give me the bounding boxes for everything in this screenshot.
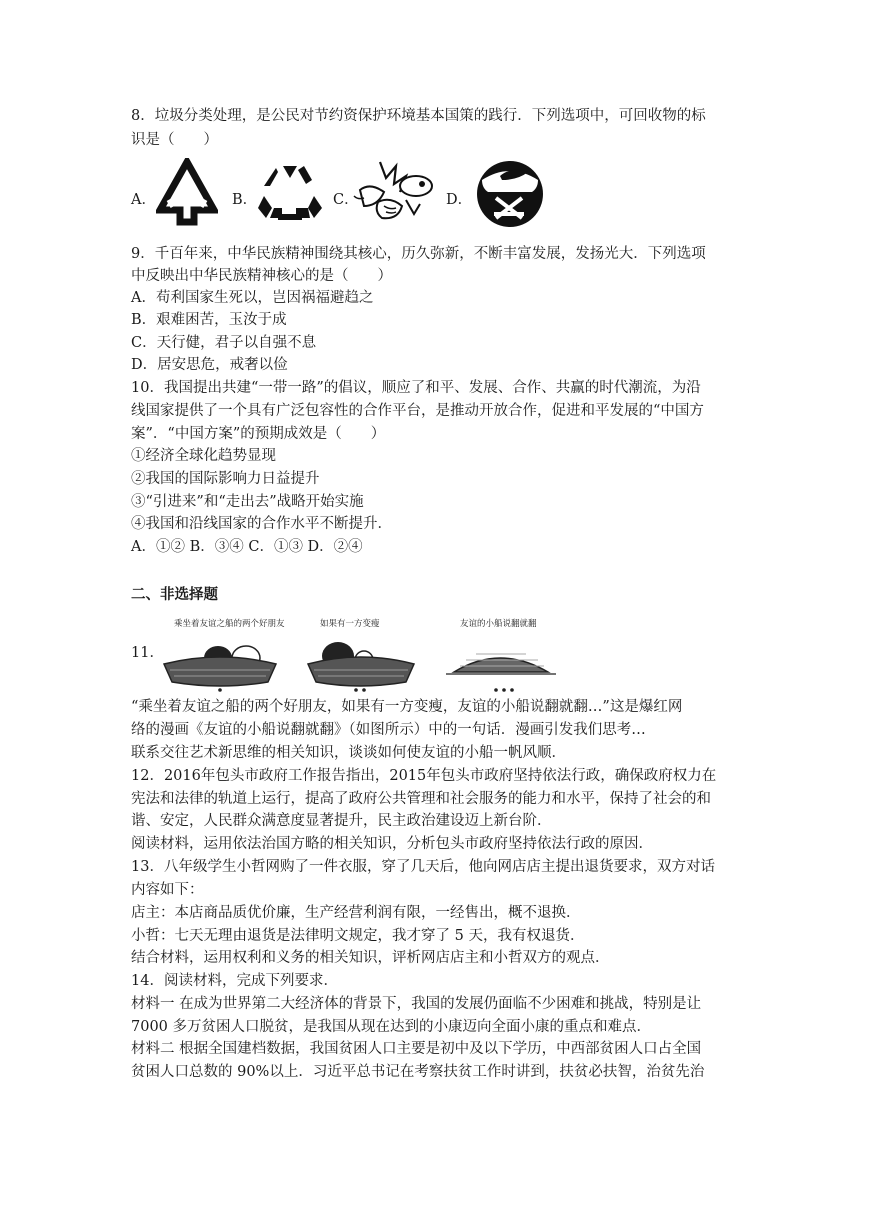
q9-option-b: B．艰难困苦，玉汝于成 bbox=[131, 312, 287, 328]
q10-stem-line1: 10．我国提出共建“一带一路”的倡议，顺应了和平、发展、合作、共赢的时代潮流，为沿 bbox=[131, 380, 701, 396]
q13-line5: 结合材料，运用权利和义务的相关知识，评析网店店主和小哲双方的观点． bbox=[131, 950, 610, 966]
q8-stem-line1: 8．垃圾分类处理，是公民对节约资保护环境基本国策的践行．下列选项中，可回收物的标 bbox=[131, 108, 706, 124]
q10-stem-line3: 案”．“中国方案”的预期成效是（ ） bbox=[131, 426, 386, 442]
q10-stem-line2: 线国家提供了一个具有广泛包容性的合作平台，是推动开放合作，促进和平发展的“中国方 bbox=[131, 403, 704, 419]
q12-line3: 谐、安定，人民群众满意度显著提升，民主政治建设迈上新台阶． bbox=[131, 813, 552, 829]
section-title: 二、非选择题 bbox=[131, 587, 218, 603]
q8-stem-line2: 识是（ ） bbox=[131, 132, 218, 148]
q8-option-c-label: C． bbox=[333, 192, 359, 208]
q9-option-c: C．天行健，君子以自强不息 bbox=[131, 335, 317, 351]
q9-option-a: A．苟利国家生死以，岂因祸福避趋之 bbox=[131, 290, 374, 306]
q12-line2: 宪法和法律的轨道上运行，提高了政府公共管理和社会服务的能力和水平，保持了社会的和 bbox=[131, 791, 711, 807]
q11-number: 11． bbox=[131, 645, 164, 661]
q10-answer-options: A．①② B．③④ C．①③ D．②④ bbox=[131, 539, 363, 555]
q12-line1: 12．2016年包头市政府工作报告指出，2015年包头市政府坚持依法行政，确保政府权力在 bbox=[131, 768, 717, 784]
q8-option-b-label: B． bbox=[232, 192, 258, 208]
q10-item-3: ③“引进来”和“走出去”战略开始实施 bbox=[131, 494, 364, 510]
cartoon-caption-2: 如果有一方变瘦 bbox=[320, 619, 380, 629]
q14-line4: 材料二 根据全国建档数据，我国贫困人口主要是初中及以下学历，中西部贫困人口占全国 bbox=[131, 1041, 702, 1057]
q9-stem-line1: 9．千百年来，中华民族精神围绕其核心，历久弥新，不断丰富发展，发扬光大．下列选项 bbox=[131, 246, 706, 262]
q13-line3: 店主：本店商品质优价廉，生产经营利润有限，一经售出，概不退换． bbox=[131, 905, 581, 921]
q14-line5: 贫困人口总数的 90%以上．习近平总书记在考察扶贫工作时讲到，扶贫必扶智，治贫先治 bbox=[131, 1064, 705, 1080]
cartoon-caption-3: 友谊的小船说翻就翻 bbox=[460, 619, 537, 629]
q10-item-1: ①经济全球化趋势显现 bbox=[131, 448, 276, 464]
hazardous-waste-icon bbox=[472, 158, 548, 230]
cartoon-caption-1: 乘坐着友谊之船的两个好朋友 bbox=[174, 619, 285, 629]
food-waste-icon bbox=[350, 156, 440, 228]
q11-text-line3: 联系交往艺术新思维的相关知识，谈谈如何使友谊的小船一帆风顺． bbox=[131, 745, 566, 761]
q10-item-4: ④我国和沿线国家的合作水平不断提升． bbox=[131, 516, 392, 532]
q13-line2: 内容如下： bbox=[131, 882, 204, 898]
q10-item-2: ②我国的国际影响力日益提升 bbox=[131, 471, 320, 487]
q13-line1: 13．八年级学生小哲网购了一件衣服，穿了几天后，他向网店店主提出退货要求，双方对话 bbox=[131, 859, 715, 875]
q9-stem-line2: 中反映出中华民族精神核心的是（ ） bbox=[131, 268, 392, 284]
q13-line4: 小哲：七天无理由退货是法律明文规定，我才穿了 5 天，我有权退货． bbox=[131, 928, 585, 944]
q11-text-line2: 络的漫画《友谊的小船说翻就翻》（如图所示）中的一句话．漫画引发我们思考… bbox=[131, 722, 646, 738]
recycle-tree-icon bbox=[156, 158, 218, 226]
q12-line4: 阅读材料，运用依法治国方略的相关知识，分析包头市政府坚持依法行政的原因． bbox=[131, 836, 653, 852]
q14-line3: 7000 多万贫困人口脱贫，是我国从现在达到的小康迈向全面小康的重点和难点． bbox=[131, 1019, 652, 1035]
q14-line1: 14．阅读材料，完成下列要求． bbox=[131, 973, 338, 989]
q8-option-a-label: A． bbox=[131, 192, 156, 208]
q8-option-d-label: D． bbox=[446, 192, 473, 208]
q14-line2: 材料一 在成为世界第二大经济体的背景下，我国的发展仍面临不少困难和挑战，特别是让 bbox=[131, 996, 702, 1012]
recycle-triangle-icon bbox=[256, 162, 324, 222]
friendship-boat-cartoon bbox=[160, 610, 560, 694]
q11-text-line1: “乘坐着友谊之船的两个好朋友，如果有一方变瘦，友谊的小船说翻就翻…”这是爆红网 bbox=[131, 699, 683, 715]
q9-option-d: D．居安思危，戒奢以俭 bbox=[131, 357, 288, 373]
